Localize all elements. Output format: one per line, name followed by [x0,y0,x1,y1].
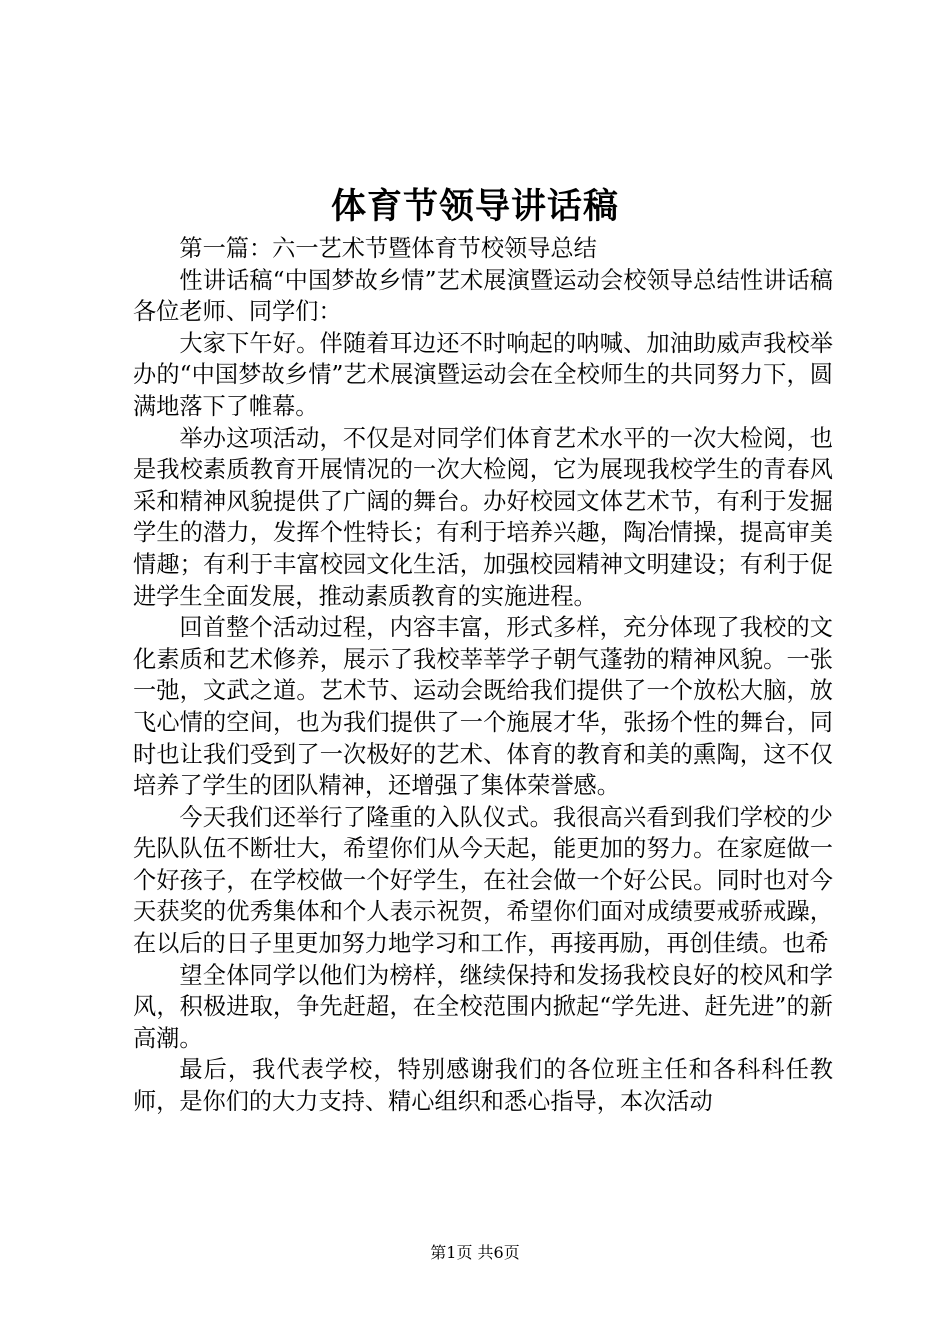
paragraph-8: 最后，我代表学校，特别感谢我们的各位班主任和各科科任教师，是你们的大力支持、精心组织和悉心指导，本次活动 [133,1056,833,1116]
paragraph-5: 回首整个活动过程，内容丰富，形式多样，充分体现了我校的文化素质和艺术修养，展示了我校莘莘学子朝气蓬勃的精神风貌。一张一弛，文武之道。艺术节、运动会既给我们提供了一个放松大脑，放飞心情的空间，也为我们提供了一个施展才华，张扬个性的舞台，同时也让我们受到了一次极好的艺术、体育的教育和美的熏陶，这不仅培养了学生的团队精神，还增强了集体荣誉感。 [133,614,833,800]
paragraph-4: 举办这项活动，不仅是对同学们体育艺术水平的一次大检阅，也是我校素质教育开展情况的一次大检阅，它为展现我校学生的青春风采和精神风貌提供了广阔的舞台。办好校园文体艺术节，有利于发掘学生的潜力，发挥个性特长；有利于培养兴趣，陶冶情操，提高审美情趣；有利于丰富校园文化生活，加强校园精神文明建设；有利于促进学生全面发展，推动素质教育的实施进程。 [133,424,833,610]
page-footer: 第1页 共6页 [430,1243,520,1262]
paragraph-7: 望全体同学以他们为榜样，继续保持和发扬我校良好的校风和学风，积极进取，争先赶超，在全校范围内掀起“学先进、赶先进”的新高潮。 [133,961,833,1052]
paragraph-1: 第一篇：六一艺术节暨体育节校领导总结 [179,235,597,262]
paragraph-3: 大家下午好。伴随着耳边还不时响起的呐喊、加油助威声我校举办的“中国梦故乡情”艺术展演暨运动会在全校师生的共同努力下，圆满地落下了帷幕。 [133,329,833,420]
paragraph-2: 性讲话稿“中国梦故乡情”艺术展演暨运动会校领导总结性讲话稿各位老师、同学们： [133,266,833,326]
paragraph-6: 今天我们还举行了隆重的入队仪式。我很高兴看到我们学校的少先队队伍不断壮大，希望你们从今天起，能更加的努力。在家庭做一个好孩子，在学校做一个好学生，在社会做一个好公民。同时也对今天获奖的优秀集体和个人表示祝贺，希望你们面对成绩要戒骄戒躁，在以后的日子里更加努力地学习和工作，再接再励，再创佳绩。也希 [133,803,833,958]
document-body [133,233,833,1118]
document-title: 体育节领导讲话稿 [330,186,619,227]
